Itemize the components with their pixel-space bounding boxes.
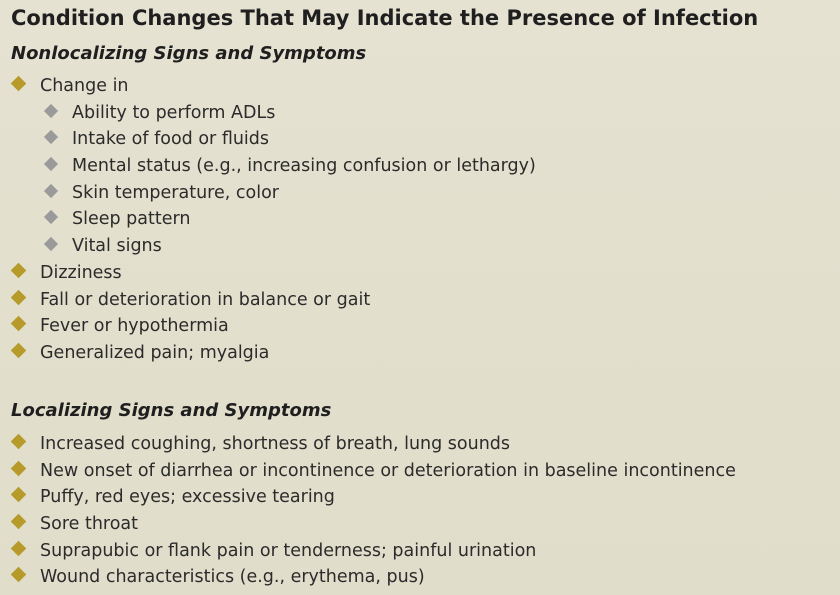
list-item-text: Change in	[40, 76, 129, 96]
list-item	[10, 538, 736, 565]
diamond-bullet-icon	[11, 289, 27, 305]
list-item-text: Suprapubic or flank pain or tenderness; painful urination	[40, 540, 537, 561]
sub-list-item-text: Sleep pattern	[72, 209, 191, 230]
list-item-text: Fever or hypothermia	[40, 316, 229, 337]
diamond-bullet-icon	[44, 104, 58, 118]
list-item	[10, 260, 536, 287]
sub-list-item-text: Skin temperature, color	[72, 182, 279, 203]
diamond-bullet-icon	[11, 567, 27, 583]
list-item	[10, 313, 536, 340]
diamond-bullet-icon	[44, 184, 58, 198]
diamond-bullet-icon	[44, 130, 58, 144]
list-item	[10, 431, 736, 458]
list-item-text: Fall or deterioration in balance or gait	[40, 289, 371, 310]
sub-list-item	[10, 126, 536, 153]
section-heading-nonlocalizing: Nonlocalizing Signs and Symptoms	[11, 43, 367, 64]
sub-list-item	[10, 233, 536, 260]
list-item-text: Generalized pain; myalgia	[40, 342, 270, 363]
diamond-bullet-icon	[11, 514, 27, 530]
list-item-text: New onset of diarrhea or incontinence or deterioration in baseline incontinence	[40, 460, 736, 481]
diamond-bullet-icon	[11, 540, 27, 556]
diamond-bullet-icon	[11, 316, 27, 332]
list-item	[10, 484, 736, 511]
diamond-bullet-icon	[11, 263, 27, 279]
list-item-text: Sore throat	[40, 514, 139, 535]
sub-list-item	[10, 153, 536, 180]
list-item	[10, 564, 736, 591]
diamond-bullet-icon	[11, 76, 27, 92]
diamond-bullet-icon	[11, 460, 27, 476]
sub-list-item-text: Mental status (e.g., increasing confusion or lethargy)	[72, 156, 536, 177]
diamond-bullet-icon	[44, 210, 58, 224]
list-item	[10, 458, 736, 485]
list-item-text: Wound characteristics (e.g., erythema, pus)	[40, 567, 425, 588]
sub-list-item-text: Ability to perform ADLs	[72, 102, 276, 123]
list-item	[10, 340, 536, 367]
diamond-bullet-icon	[44, 157, 58, 171]
list-item	[10, 287, 536, 314]
sub-list-item	[10, 100, 536, 127]
list-item-text: Dizziness	[40, 262, 122, 283]
sub-list-item	[10, 206, 536, 233]
page-title: Condition Changes That May Indicate the Presence of Infection	[11, 6, 759, 30]
list-item	[10, 511, 736, 538]
diamond-bullet-icon	[11, 487, 27, 503]
diamond-bullet-icon	[44, 237, 58, 251]
diamond-bullet-icon	[11, 343, 27, 359]
list-item-change-in	[10, 73, 536, 100]
sub-list-item-text: Vital signs	[72, 236, 162, 257]
sub-list-item	[10, 180, 536, 207]
list-item-text: Increased coughing, shortness of breath, lung sounds	[40, 434, 511, 454]
section-heading-localizing: Localizing Signs and Symptoms	[11, 400, 332, 421]
nonlocalizing-list	[10, 73, 536, 367]
diamond-bullet-icon	[11, 434, 27, 450]
sub-list-item-text: Intake of food or fluids	[72, 129, 270, 150]
list-item-text: Puffy, red eyes; excessive tearing	[40, 487, 335, 508]
localizing-list	[10, 431, 736, 591]
